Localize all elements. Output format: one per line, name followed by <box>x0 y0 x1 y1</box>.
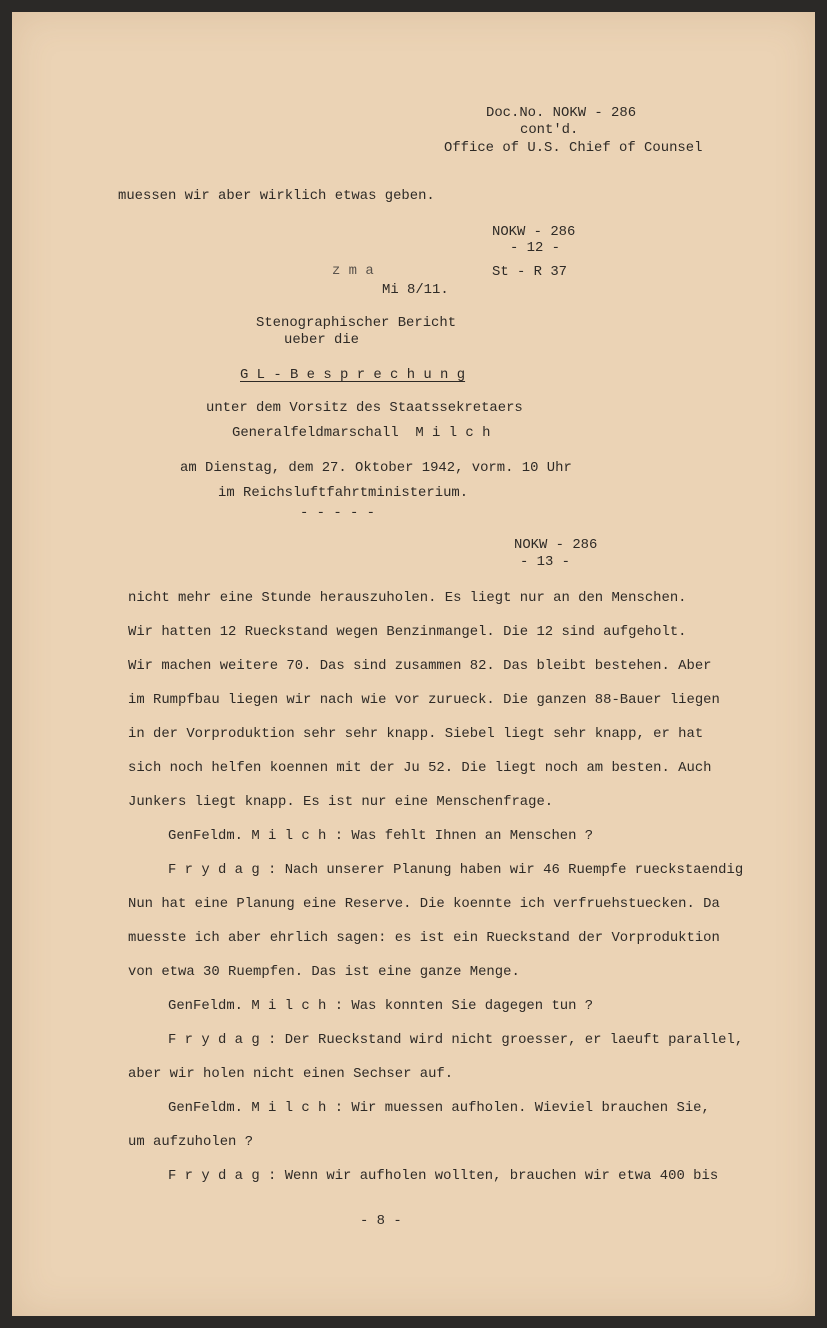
page-number: - 8 - <box>360 1213 402 1229</box>
title-line-7: im Reichsluftfahrtministerium. <box>218 485 469 501</box>
speaker-line: GenFeldm. M i l c h : Wir muessen aufholen. Wieviel brauchen Sie, <box>168 1100 710 1116</box>
contd-label: cont'd. <box>520 122 579 138</box>
speaker-line: F r y d a g : Nach unserer Planung haben wir 46 Ruempfe rueckstaendig <box>168 862 744 878</box>
speaker-line: F r y d a g : Wenn wir aufholen wollten, brauchen wir etwa 400 bis <box>168 1168 719 1184</box>
ref-page-13: - 13 - <box>520 554 571 570</box>
body-line: von etwa 30 Ruempfen. Das ist eine ganze Menge. <box>128 964 520 980</box>
body-line: sich noch helfen koennen mit der Ju 52. Die liegt noch am besten. Auch <box>128 760 712 776</box>
doc-number: Doc.No. NOKW - 286 <box>486 105 637 121</box>
body-line: um aufzuholen ? <box>128 1134 254 1150</box>
body-line: Nun hat eine Planung eine Reserve. Die koennte ich verfruehstuecken. Da <box>128 896 720 912</box>
speaker-line: F r y d a g : Der Rueckstand wird nicht groesser, er laeuft parallel, <box>168 1032 744 1048</box>
body-line: Wir machen weitere 70. Das sind zusammen 82. Das bleibt bestehen. Aber <box>128 658 712 674</box>
carryover-line: muessen wir aber wirklich etwas geben. <box>118 188 435 204</box>
title-rule: - - - - - <box>300 505 376 521</box>
title-line-4: unter dem Vorsitz des Staatssekretaers <box>206 400 523 416</box>
zma-mark: z m a <box>332 263 374 279</box>
mi-date: Mi 8/11. <box>382 282 449 298</box>
office-label: Office of U.S. Chief of Counsel <box>444 140 703 156</box>
body-line: nicht mehr eine Stunde herauszuholen. Es liegt nur an den Menschen. <box>128 590 687 606</box>
ref-code-12: NOKW - 286 <box>492 224 576 240</box>
body-line: muesste ich aber ehrlich sagen: es ist ein Rueckstand der Vorproduktion <box>128 930 720 946</box>
body-line: im Rumpfbau liegen wir nach wie vor zurueck. Die ganzen 88-Bauer liegen <box>128 692 720 708</box>
st-reference: St - R 37 <box>492 264 568 280</box>
speaker-line: GenFeldm. M i l c h : Was konnten Sie dagegen tun ? <box>168 998 594 1014</box>
title-line-6: am Dienstag, dem 27. Oktober 1942, vorm. 10 Uhr <box>180 460 572 476</box>
title-line-1: Stenographischer Bericht <box>256 315 457 331</box>
body-line: Wir hatten 12 Rueckstand wegen Benzinmangel. Die 12 sind aufgeholt. <box>128 624 687 640</box>
title-line-5: Generalfeldmarschall M i l c h <box>232 425 491 441</box>
ref-page-12: - 12 - <box>510 240 561 256</box>
page-edge-notch <box>815 615 827 645</box>
title-heading: G L - B e s p r e c h u n g <box>240 367 466 383</box>
body-line: aber wir holen nicht einen Sechser auf. <box>128 1066 454 1082</box>
speaker-line: GenFeldm. M i l c h : Was fehlt Ihnen an Menschen ? <box>168 828 594 844</box>
ref-code-13: NOKW - 286 <box>514 537 598 553</box>
body-line: Junkers liegt knapp. Es ist nur eine Menschenfrage. <box>128 794 554 810</box>
title-line-2: ueber die <box>284 332 360 348</box>
body-line: in der Vorproduktion sehr sehr knapp. Siebel liegt sehr knapp, er hat <box>128 726 704 742</box>
